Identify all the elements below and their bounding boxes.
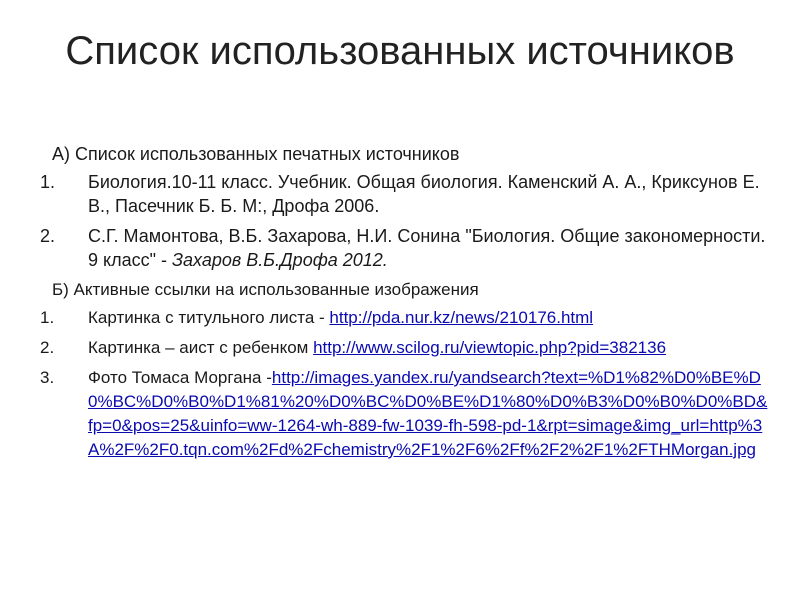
- section-a-heading: А) Список использованных печатных источников: [52, 144, 460, 164]
- slide-title: Список использованных источников: [65, 29, 735, 73]
- slide-body: [40, 142, 770, 468]
- list-item: [40, 170, 770, 218]
- item-text: Фото Томаса Моргана -: [88, 368, 272, 387]
- source-link[interactable]: http://images.yandex.ru/yandsearch?text=%D1%82%D0%BE%D0%BC%D0%B0%D1%81%20%D0%BC%D0%BE%D1%80%D0%B3%D0%B0%D0%BD&fp=0&pos=25&uinfo=ww-1264-wh-889-fw-1039-fh-598-pd-1&rpt=simage&img_url=http%3A%2F%2F0.tqn.com%2Fd%2Fchemistry%2F1%2F6%2Ff%2F2%2F1%2FTHMorgan.jpg: [88, 368, 768, 459]
- item-text: Картинка с титульного листа -: [88, 308, 330, 327]
- item-text: С.Г. Мамонтова, В.Б. Захарова, Н.И. Сонина "Биология. Общие закономерности. 9 класс" -: [88, 226, 766, 270]
- source-link[interactable]: http://pda.nur.kz/news/210176.html: [329, 308, 594, 327]
- source-link[interactable]: http://www.scilog.ru/viewtopic.php?pid=382136: [313, 338, 667, 357]
- image-links-list: [40, 306, 770, 462]
- list-item: [40, 224, 770, 272]
- item-number: 3.: [40, 368, 55, 387]
- list-item: [40, 366, 770, 462]
- item-number: 2.: [40, 226, 56, 246]
- list-item: [40, 306, 770, 330]
- item-number: 1.: [40, 172, 56, 192]
- item-text: Биология.10-11 класс. Учебник. Общая биология. Каменский А. А., Криксунов Е. В., Пасечник Б. Б. М:, Дрофа 2006.: [88, 172, 760, 216]
- section-b-heading: Б) Активные ссылки на использованные изображения: [52, 280, 479, 299]
- item-italic-text: Захаров В.Б.Дрофа 2012.: [172, 250, 388, 270]
- list-item: [40, 336, 770, 360]
- item-text: Картинка – аист с ребенком: [88, 338, 314, 357]
- item-number: 1.: [40, 308, 55, 327]
- print-sources-list: [40, 170, 770, 272]
- item-number: 2.: [40, 338, 55, 357]
